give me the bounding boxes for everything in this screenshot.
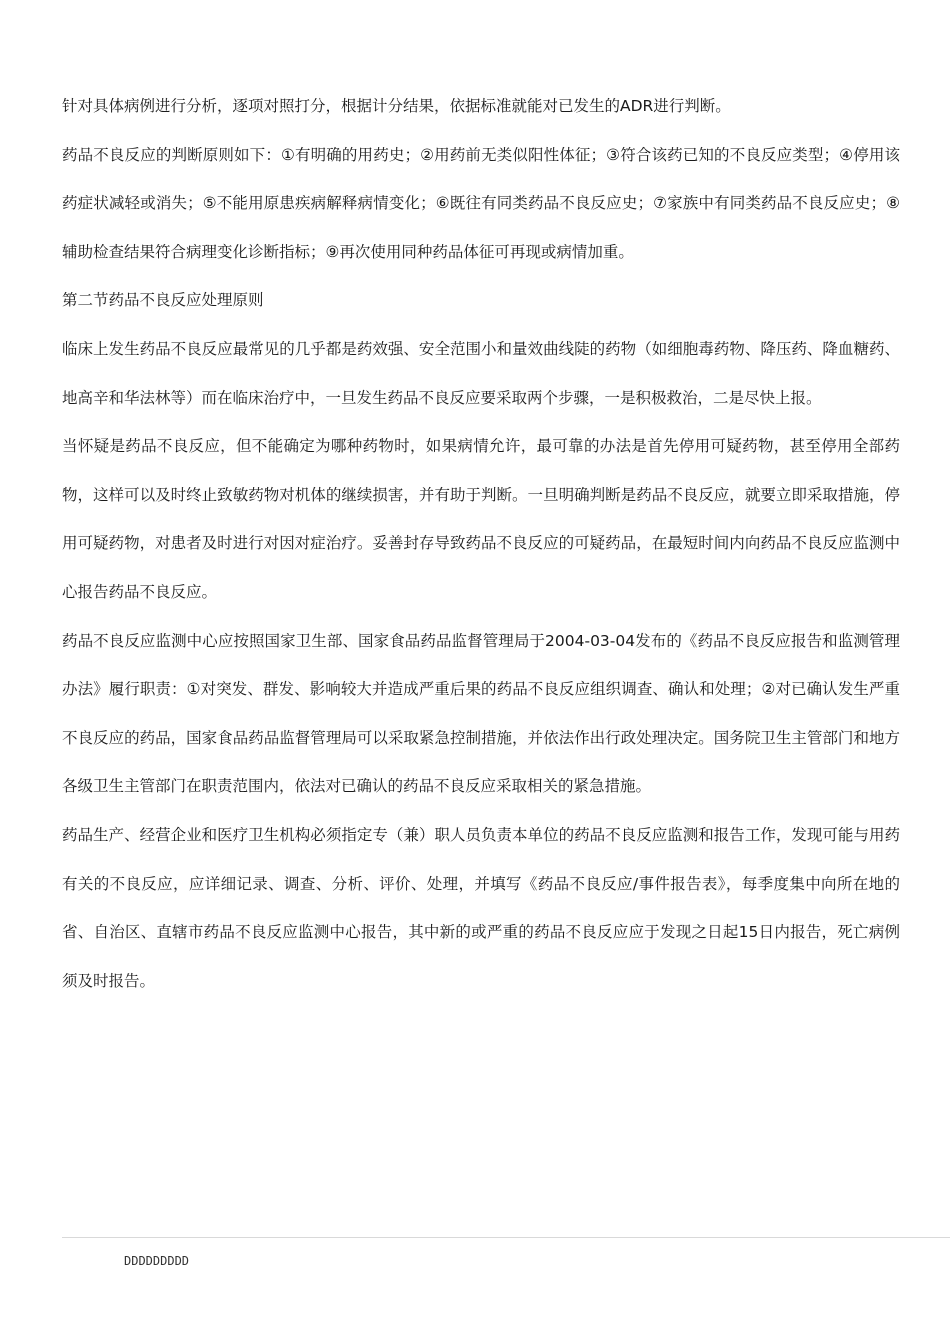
section-heading: 第二节药品不良反应处理原则 (62, 291, 264, 310)
paragraph-monitoring-center: 药品不良反应监测中心应按照国家卫生部、国家食品药品监督管理局于2004-03-04发布的《药品不良反应报告和监测管理办法》履行职责：①对突发、群发、影响较大并造成严重后果的药品不良反应组织调查、确认和处理；②对已确认发生严重不良反应的药品，国家食品药品监督管理局可以采取紧急控制措施，并依法作出行政处理决定。国务院卫生主管部门和地方各级卫生主管部门在职责范围内，依法对已确认的药品不良反应采取相关的紧急措施。 (62, 631, 900, 796)
paragraph-clinical-steps: 临床上发生药品不良反应最常见的几乎都是药效强、安全范围小和量效曲线陡的药物（如细胞毒药物、降压药、降血糖药、地高辛和华法林等）而在临床治疗中，一旦发生药品不良反应要采取两个步骤，一是积极救治，二是尽快上报。 (62, 339, 900, 407)
document-body (62, 82, 900, 1005)
footer-text: DDDDDDDDD (124, 1254, 190, 1268)
paragraph-suspected-adr: 当怀疑是药品不良反应，但不能确定为哪种药物时，如果病情允许，最可靠的办法是首先停用可疑药物，甚至停用全部药物，这样可以及时终止致敏药物对机体的继续损害，并有助于判断。一旦明确判断是药品不良反应，就要立即采取措施，停用可疑药物，对患者及时进行对因对症治疗。妥善封存导致药品不良反应的可疑药品，在最短时间内向药品不良反应监测中心报告药品不良反应。 (62, 437, 900, 601)
paragraph-adr-scoring: 针对具体病例进行分析，逐项对照打分，根据计分结果，依据标准就能对已发生的ADR进行判断。 (62, 97, 731, 115)
paragraph-reporting-duty: 药品生产、经营企业和医疗卫生机构必须指定专（兼）职人员负责本单位的药品不良反应监测和报告工作，发现可能与用药有关的不良反应，应详细记录、调查、分析、评价、处理，并填写《药品不良反应/事件报告表》，每季度集中向所在地的省、自治区、直辖市药品不良反应监测中心报告，其中新的或严重的药品不良反应应于发现之日起15日内报告，死亡病例须及时报告。 (62, 825, 900, 990)
footer-divider (62, 1237, 950, 1238)
paragraph-judgment-principles: 药品不良反应的判断原则如下：①有明确的用药史；②用药前无类似阳性体征；③符合该药已知的不良反应类型；④停用该药症状减轻或消失；⑤不能用原患疾病解释病情变化；⑥既往有同类药品不良反应史；⑦家族中有同类药品不良反应史；⑧辅助检查结果符合病理变化诊断指标；⑨再次使用同种药品体征可再现或病情加重。 (62, 145, 900, 261)
